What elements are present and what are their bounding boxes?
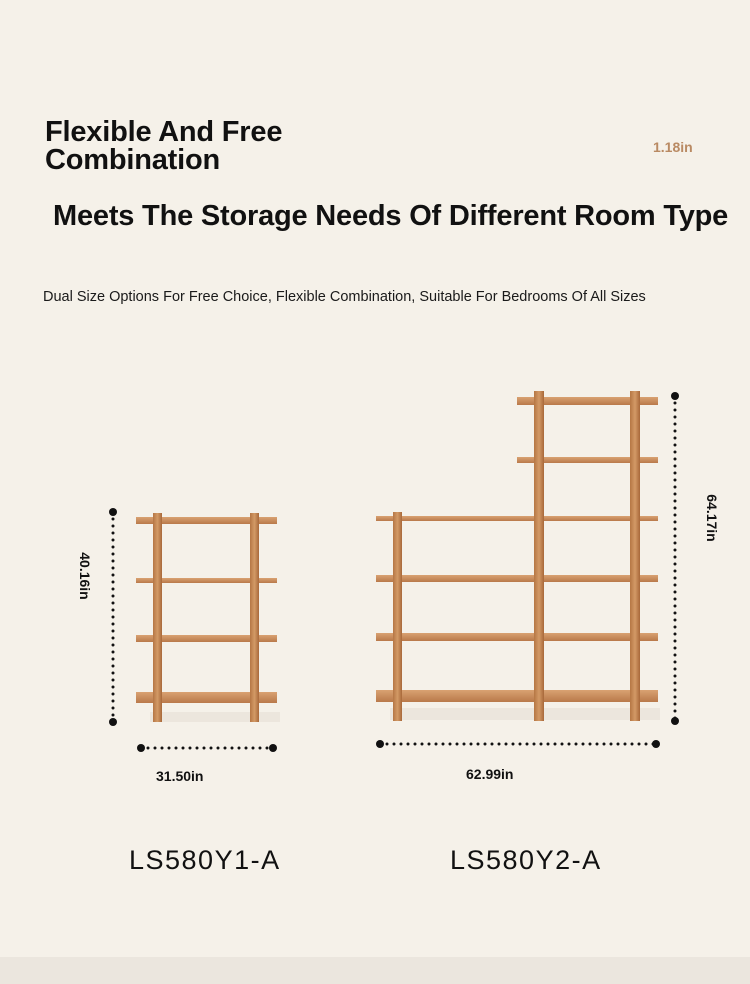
- height-label-small: 40.16in: [77, 552, 93, 600]
- shelf-board: [376, 690, 658, 702]
- shelf-board: [376, 575, 658, 582]
- width-label-large: 62.99in: [466, 766, 514, 782]
- small-shelf: [136, 513, 280, 722]
- large-shelf: [376, 391, 660, 721]
- width-label-small: 31.50in: [156, 768, 204, 784]
- shelf-post: [250, 513, 259, 722]
- shelf-post: [393, 512, 402, 721]
- subtitle: Meets The Storage Needs Of Different Room Type: [53, 200, 729, 232]
- shelf-board: [376, 516, 658, 521]
- model-name-small: LS580Y1-A: [129, 845, 281, 875]
- height-label-large: 64.17in: [704, 494, 720, 542]
- description: Dual Size Options For Free Choice, Flexible Combination, Suitable For Bedrooms Of All Sizes: [43, 289, 646, 305]
- model-name-large: LS580Y2-A: [450, 845, 602, 875]
- shelf-post: [534, 391, 544, 721]
- shelf-post: [153, 513, 162, 722]
- thickness-label: 1.18in: [653, 139, 693, 155]
- title-line-2: Combination: [45, 144, 221, 176]
- shelf-post: [630, 391, 640, 721]
- title-line-1: Flexible And Free: [45, 116, 283, 148]
- shelf-board: [376, 633, 658, 641]
